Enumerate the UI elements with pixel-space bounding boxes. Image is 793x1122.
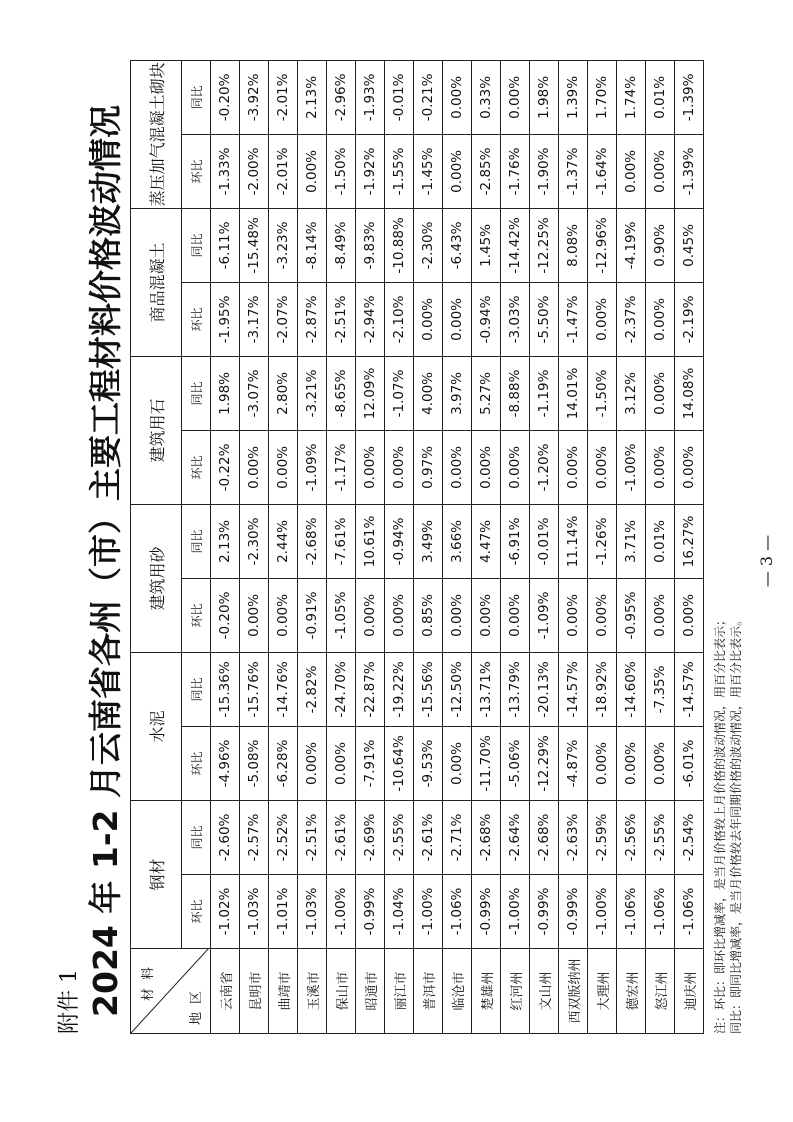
value-cell: 0.00% <box>385 578 414 652</box>
material-header-2: 建筑用砂 <box>131 504 182 652</box>
value-cell: -2.85% <box>472 134 501 208</box>
value-cell: 0.00% <box>646 356 675 430</box>
yoy-header-0: 同比 <box>182 800 211 874</box>
value-cell: 4.47% <box>472 504 501 578</box>
value-cell: -2.10% <box>385 282 414 356</box>
value-cell: -1.92% <box>356 134 385 208</box>
value-cell: -5.08% <box>240 726 269 800</box>
value-cell: -2.51% <box>298 800 327 874</box>
material-header-5: 蒸压加气混凝土砌块 <box>131 60 182 208</box>
value-cell: -15.36% <box>211 652 240 726</box>
region-cell: 昭通市 <box>356 949 385 1034</box>
value-cell: 0.00% <box>385 430 414 504</box>
value-cell: 0.90% <box>646 208 675 282</box>
value-cell: 12.09% <box>356 356 385 430</box>
value-cell: -0.99% <box>472 875 501 949</box>
value-cell: 3.66% <box>443 504 472 578</box>
value-cell: -3.21% <box>298 356 327 430</box>
value-cell: 0.00% <box>443 60 472 134</box>
value-cell: 0.00% <box>559 430 588 504</box>
value-cell: 3.49% <box>414 504 443 578</box>
value-cell: -9.83% <box>356 208 385 282</box>
region-cell: 大理州 <box>588 949 617 1034</box>
material-header-3: 建筑用石 <box>131 356 182 504</box>
price-fluctuation-table <box>130 60 704 1034</box>
value-cell: -2.01% <box>269 134 298 208</box>
value-cell: -0.01% <box>385 60 414 134</box>
value-cell: -2.63% <box>559 800 588 874</box>
value-cell: -0.99% <box>530 875 559 949</box>
value-cell: -24.70% <box>327 652 356 726</box>
value-cell: -9.53% <box>414 726 443 800</box>
value-cell: -14.60% <box>617 652 646 726</box>
value-cell: 1.39% <box>559 60 588 134</box>
value-cell: -0.99% <box>356 875 385 949</box>
value-cell: -12.25% <box>530 208 559 282</box>
corner-material-label: 材料 <box>141 959 156 1002</box>
table-row <box>327 60 356 1033</box>
table-row <box>530 60 559 1033</box>
value-cell: -3.03% <box>501 282 530 356</box>
value-cell: -1.06% <box>617 875 646 949</box>
value-cell: -20.13% <box>530 652 559 726</box>
value-cell: 10.61% <box>356 504 385 578</box>
value-cell: 0.01% <box>646 60 675 134</box>
value-cell: -6.91% <box>501 504 530 578</box>
value-cell: -0.21% <box>414 60 443 134</box>
region-cell: 西双版纳州 <box>559 949 588 1034</box>
value-cell: -13.79% <box>501 652 530 726</box>
value-cell: -1.45% <box>414 134 443 208</box>
mom-header-5: 环比 <box>182 134 211 208</box>
value-cell: -10.88% <box>385 208 414 282</box>
value-cell: -2.68% <box>472 800 501 874</box>
value-cell: 1.74% <box>617 60 646 134</box>
region-cell: 德宏州 <box>617 949 646 1034</box>
value-cell: 0.00% <box>298 726 327 800</box>
value-cell: -0.20% <box>211 578 240 652</box>
value-cell: -18.92% <box>588 652 617 726</box>
table-row <box>298 60 327 1033</box>
value-cell: 0.00% <box>472 430 501 504</box>
value-cell: -14.42% <box>501 208 530 282</box>
value-cell: 0.85% <box>414 578 443 652</box>
value-cell: -7.61% <box>327 504 356 578</box>
value-cell: -3.92% <box>240 60 269 134</box>
value-cell: -2.61% <box>414 800 443 874</box>
value-cell: -2.61% <box>327 800 356 874</box>
value-cell: 0.00% <box>443 282 472 356</box>
value-cell: -19.22% <box>385 652 414 726</box>
value-cell: -1.06% <box>646 875 675 949</box>
value-cell: -1.50% <box>588 356 617 430</box>
value-cell: 0.00% <box>588 282 617 356</box>
value-cell: -0.95% <box>617 578 646 652</box>
material-header-0: 钢材 <box>131 800 182 948</box>
value-cell: -1.01% <box>269 875 298 949</box>
value-cell: 2.13% <box>211 504 240 578</box>
value-cell: 0.00% <box>414 282 443 356</box>
value-cell: 0.00% <box>646 134 675 208</box>
value-cell: -14.57% <box>675 652 704 726</box>
value-cell: -1.19% <box>530 356 559 430</box>
value-cell: -1.64% <box>588 134 617 208</box>
value-cell: -5.06% <box>501 726 530 800</box>
value-cell: -2.82% <box>298 652 327 726</box>
value-cell: -2.69% <box>356 800 385 874</box>
value-cell: 16.27% <box>675 504 704 578</box>
value-cell: 4.00% <box>414 356 443 430</box>
table-row <box>240 60 269 1033</box>
value-cell: -0.01% <box>530 504 559 578</box>
value-cell: -4.19% <box>617 208 646 282</box>
value-cell: 14.08% <box>675 356 704 430</box>
value-cell: 1.98% <box>211 356 240 430</box>
value-cell: -8.14% <box>298 208 327 282</box>
value-cell: 0.00% <box>298 134 327 208</box>
value-cell: 1.70% <box>588 60 617 134</box>
value-cell: -0.94% <box>472 282 501 356</box>
value-cell: -1.76% <box>501 134 530 208</box>
value-cell: 0.00% <box>559 578 588 652</box>
value-cell: 0.00% <box>646 282 675 356</box>
value-cell: 0.00% <box>240 430 269 504</box>
value-cell: -1.03% <box>298 875 327 949</box>
value-cell: -2.51% <box>327 282 356 356</box>
table-row <box>501 60 530 1033</box>
value-cell: -1.17% <box>327 430 356 504</box>
table-row <box>269 60 298 1033</box>
value-cell: -1.03% <box>240 875 269 949</box>
table-row <box>211 60 240 1033</box>
value-cell: -2.68% <box>530 800 559 874</box>
region-cell: 曲靖市 <box>269 949 298 1034</box>
mom-header-1: 环比 <box>182 726 211 800</box>
value-cell: -1.93% <box>356 60 385 134</box>
value-cell: 0.00% <box>443 726 472 800</box>
value-cell: -1.00% <box>327 875 356 949</box>
value-cell: -1.90% <box>530 134 559 208</box>
value-cell: -12.29% <box>530 726 559 800</box>
yoy-header-2: 同比 <box>182 504 211 578</box>
region-cell: 昆明市 <box>240 949 269 1034</box>
table-row <box>675 60 704 1033</box>
page-title: 2024 年 1-2 月云南省各州（市）主要工程材料价格波动情况 <box>86 105 125 1017</box>
value-cell: -2.55% <box>385 800 414 874</box>
value-cell: -3.07% <box>240 356 269 430</box>
table-row <box>559 60 588 1033</box>
value-cell: -8.65% <box>327 356 356 430</box>
value-cell: -2.54% <box>675 800 704 874</box>
yoy-header-3: 同比 <box>182 356 211 430</box>
region-cell: 普洱市 <box>414 949 443 1034</box>
value-cell: 0.00% <box>675 578 704 652</box>
value-cell: -14.76% <box>269 652 298 726</box>
region-cell: 楚雄州 <box>472 949 501 1034</box>
value-cell: -11.70% <box>472 726 501 800</box>
value-cell: 0.00% <box>588 578 617 652</box>
value-cell: 3.97% <box>443 356 472 430</box>
value-cell: 2.13% <box>298 60 327 134</box>
yoy-header-1: 同比 <box>182 652 211 726</box>
value-cell: -1.37% <box>559 134 588 208</box>
value-cell: 0.00% <box>588 726 617 800</box>
value-cell: -1.39% <box>675 134 704 208</box>
value-cell: 0.00% <box>646 726 675 800</box>
value-cell: 5.27% <box>472 356 501 430</box>
value-cell: -1.55% <box>385 134 414 208</box>
value-cell: -2.60% <box>211 800 240 874</box>
table-row <box>385 60 414 1033</box>
corner-header-cell <box>131 949 211 1034</box>
value-cell: -2.64% <box>501 800 530 874</box>
value-cell: 0.00% <box>646 578 675 652</box>
value-cell: -1.50% <box>327 134 356 208</box>
value-cell: -3.17% <box>240 282 269 356</box>
value-cell: 0.45% <box>675 208 704 282</box>
table-row <box>414 60 443 1033</box>
value-cell: -1.33% <box>211 134 240 208</box>
value-cell: -10.64% <box>385 726 414 800</box>
value-cell: -1.02% <box>211 875 240 949</box>
yoy-header-5: 同比 <box>182 60 211 134</box>
value-cell: 0.00% <box>646 430 675 504</box>
value-cell: -1.39% <box>675 60 704 134</box>
value-cell: 0.01% <box>646 504 675 578</box>
value-cell: -2.87% <box>298 282 327 356</box>
footnotes <box>712 614 744 1034</box>
value-cell: 14.01% <box>559 356 588 430</box>
value-cell: -0.91% <box>298 578 327 652</box>
value-cell: -2.52% <box>269 800 298 874</box>
table-row <box>617 60 646 1033</box>
value-cell: -2.59% <box>588 800 617 874</box>
value-cell: 0.00% <box>240 578 269 652</box>
value-cell: -0.99% <box>559 875 588 949</box>
region-cell: 文山州 <box>530 949 559 1034</box>
table-row <box>443 60 472 1033</box>
value-cell: 0.00% <box>443 134 472 208</box>
value-cell: -2.55% <box>646 800 675 874</box>
value-cell: -4.87% <box>559 726 588 800</box>
value-cell: -6.11% <box>211 208 240 282</box>
value-cell: -3.23% <box>269 208 298 282</box>
value-cell: -1.05% <box>327 578 356 652</box>
value-cell: -6.28% <box>269 726 298 800</box>
value-cell: -2.01% <box>269 60 298 134</box>
value-cell: -7.35% <box>646 652 675 726</box>
value-cell: 0.00% <box>501 578 530 652</box>
value-cell: -8.49% <box>327 208 356 282</box>
value-cell: 0.00% <box>501 60 530 134</box>
value-cell: 2.80% <box>269 356 298 430</box>
attachment-label: 附件 1 <box>57 969 82 1034</box>
value-cell: -2.96% <box>327 60 356 134</box>
value-cell: -1.07% <box>385 356 414 430</box>
value-cell: 0.00% <box>588 430 617 504</box>
value-cell: -1.09% <box>298 430 327 504</box>
mom-header-0: 环比 <box>182 875 211 949</box>
value-cell: -2.30% <box>414 208 443 282</box>
corner-region-label: 地区 <box>189 982 204 1025</box>
value-cell: -1.26% <box>588 504 617 578</box>
region-cell: 丽江市 <box>385 949 414 1034</box>
material-header-4: 商品混凝土 <box>131 208 182 356</box>
value-cell: -2.94% <box>356 282 385 356</box>
value-cell: 0.00% <box>356 430 385 504</box>
value-cell: 0.00% <box>443 430 472 504</box>
mom-header-4: 环比 <box>182 282 211 356</box>
mom-header-2: 环比 <box>182 578 211 652</box>
value-cell: -2.56% <box>617 800 646 874</box>
value-cell: -6.01% <box>675 726 704 800</box>
region-cell: 怒江州 <box>646 949 675 1034</box>
value-cell: -0.20% <box>211 60 240 134</box>
material-header-1: 水泥 <box>131 652 182 800</box>
value-cell: 0.00% <box>327 726 356 800</box>
region-cell: 红河州 <box>501 949 530 1034</box>
value-cell: -4.96% <box>211 726 240 800</box>
value-cell: 0.00% <box>617 726 646 800</box>
value-cell: -15.48% <box>240 208 269 282</box>
table-row <box>588 60 617 1033</box>
value-cell: 2.44% <box>269 504 298 578</box>
value-cell: -1.06% <box>443 875 472 949</box>
value-cell: -2.19% <box>675 282 704 356</box>
value-cell: -8.88% <box>501 356 530 430</box>
value-cell: 11.14% <box>559 504 588 578</box>
value-cell: -22.87% <box>356 652 385 726</box>
value-cell: -1.00% <box>617 430 646 504</box>
value-cell: -2.37% <box>617 282 646 356</box>
value-cell: 0.00% <box>443 578 472 652</box>
value-cell: -1.95% <box>211 282 240 356</box>
region-cell: 玉溪市 <box>298 949 327 1034</box>
value-cell: -6.43% <box>443 208 472 282</box>
value-cell: 0.00% <box>356 578 385 652</box>
value-cell: 0.00% <box>617 134 646 208</box>
value-cell: -15.76% <box>240 652 269 726</box>
value-cell: -2.71% <box>443 800 472 874</box>
value-cell: 0.00% <box>675 430 704 504</box>
region-cell: 临沧市 <box>443 949 472 1034</box>
value-cell: -7.91% <box>356 726 385 800</box>
value-cell: -2.68% <box>298 504 327 578</box>
region-cell: 云南省 <box>211 949 240 1034</box>
footnote-yoy: 同比：即同比增减率，是当月价格较去年同期价格的波动情况，用百分比表示。 <box>729 613 743 1034</box>
value-cell: -12.50% <box>443 652 472 726</box>
footnote-mom: 注：环比：即环比增减率，是当月价格较上月价格的波动情况，用百分比表示； <box>713 613 727 1034</box>
value-cell: -1.00% <box>501 875 530 949</box>
value-cell: 3.71% <box>617 504 646 578</box>
value-cell: -2.00% <box>240 134 269 208</box>
region-cell: 迪庆州 <box>675 949 704 1034</box>
value-cell: -2.30% <box>240 504 269 578</box>
value-cell: -2.07% <box>269 282 298 356</box>
value-cell: -1.47% <box>559 282 588 356</box>
value-cell: 8.08% <box>559 208 588 282</box>
value-cell: 1.98% <box>530 60 559 134</box>
value-cell: -5.50% <box>530 282 559 356</box>
mom-header-3: 环比 <box>182 430 211 504</box>
table-row <box>356 60 385 1033</box>
yoy-header-4: 同比 <box>182 208 211 282</box>
value-cell: -1.20% <box>530 430 559 504</box>
value-cell: 1.45% <box>472 208 501 282</box>
value-cell: -14.57% <box>559 652 588 726</box>
value-cell: -13.71% <box>472 652 501 726</box>
value-cell: 0.00% <box>501 430 530 504</box>
value-cell: -1.00% <box>414 875 443 949</box>
value-cell: -2.57% <box>240 800 269 874</box>
value-cell: 0.00% <box>269 430 298 504</box>
value-cell: 0.00% <box>472 578 501 652</box>
value-cell: -0.94% <box>385 504 414 578</box>
value-cell: 3.12% <box>617 356 646 430</box>
value-cell: 0.33% <box>472 60 501 134</box>
value-cell: -15.56% <box>414 652 443 726</box>
table-row <box>646 60 675 1033</box>
value-cell: -0.22% <box>211 430 240 504</box>
value-cell: 0.00% <box>269 578 298 652</box>
region-cell: 保山市 <box>327 949 356 1034</box>
value-cell: -12.96% <box>588 208 617 282</box>
value-cell: 0.97% <box>414 430 443 504</box>
page-number: — 3 — <box>757 534 776 588</box>
value-cell: -1.00% <box>588 875 617 949</box>
table-row <box>472 60 501 1033</box>
value-cell: -1.04% <box>385 875 414 949</box>
value-cell: -1.09% <box>530 578 559 652</box>
value-cell: -1.06% <box>675 875 704 949</box>
